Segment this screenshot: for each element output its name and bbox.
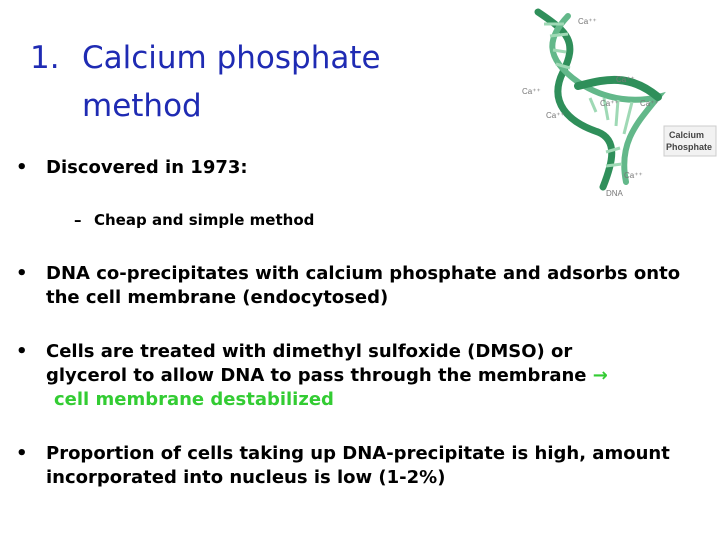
box-label-line-2: Phosphate (666, 142, 713, 152)
dna-label: DNA (606, 189, 623, 198)
ion-label: Ca⁺⁺ (546, 111, 565, 120)
highlight-text: cell membrane destabilized (54, 389, 334, 410)
calcium-phosphate-box (664, 126, 716, 156)
bullet-dot: • (16, 157, 28, 178)
bullet-dot: • (16, 341, 28, 362)
ion-label: Ca⁺⁺ (624, 171, 643, 180)
bullet-text-block (46, 340, 696, 412)
arrow-glyph: → (592, 365, 608, 386)
bullet-item-4 (16, 442, 706, 490)
title-line-2: method (82, 88, 202, 124)
bullet-text: Proportion of cells taking up DNA-precipitate is high, amount incorporated into nucleus is low (1-2%) (46, 443, 670, 488)
bullet-text: Discovered in 1973: (46, 157, 248, 178)
bullet-item-1 (16, 156, 706, 180)
bullet-text-line-2 (46, 364, 696, 388)
sub-bullet-dash: – (74, 211, 82, 229)
title-line-1: Calcium phosphate (82, 40, 381, 76)
ion-label: Ca⁺⁺ (578, 17, 597, 26)
bullet-text-line-1: Cells are treated with dimethyl sulfoxide (DMSO) or (46, 341, 573, 362)
bullet-text-line-3 (46, 388, 696, 412)
bullet-dot: • (16, 443, 28, 464)
ion-label: Ca⁺⁺ (522, 87, 541, 96)
bullet-dot: • (16, 263, 28, 284)
sub-bullet-text: Cheap and simple method (94, 211, 315, 229)
ion-label: Ca⁺⁺ (600, 99, 619, 108)
ion-label: Ca⁺⁺ (640, 99, 659, 108)
bullet-item-3 (16, 340, 706, 412)
ion-label: Ca⁺⁺ (616, 75, 635, 84)
title-number: 1. (30, 40, 60, 76)
title-text (82, 34, 442, 130)
bullet-text-line-2-main: glycerol to allow DNA to pass through the membrane (46, 365, 587, 386)
box-label-line-1: Calcium (669, 130, 705, 140)
bullet-text: DNA co-precipitates with calcium phosphate and adsorbs onto the cell membrane (endocytosed) (46, 263, 681, 308)
bullet-item-2 (16, 262, 706, 310)
